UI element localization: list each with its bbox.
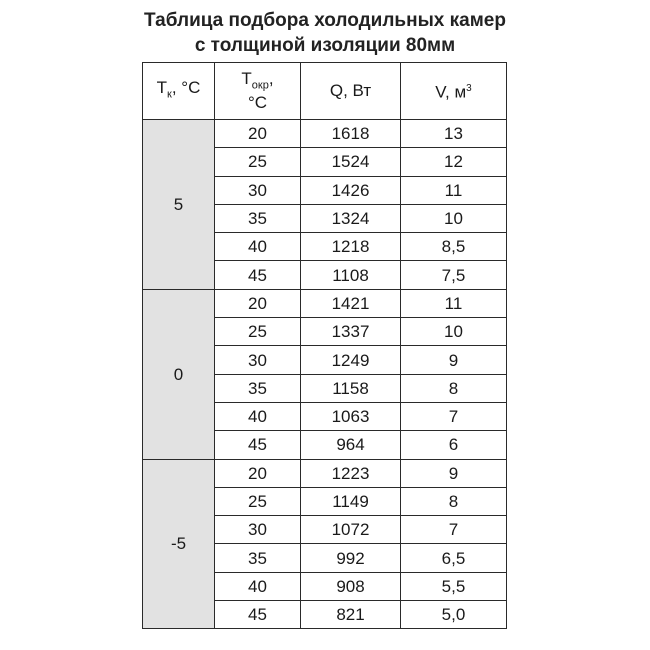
tokr-cell: 30 xyxy=(215,176,301,204)
v-cell: 9 xyxy=(401,459,507,487)
document-title xyxy=(0,8,650,58)
cold-room-selection-table xyxy=(142,62,507,629)
tk-group-cell: 5 xyxy=(143,120,215,290)
header-q: Q, Вт xyxy=(301,63,401,120)
v-cell: 8 xyxy=(401,374,507,402)
header-tokr-subscript: окр xyxy=(251,79,269,92)
header-tokr xyxy=(215,63,301,120)
header-tokr-symbol: T xyxy=(241,68,252,88)
tokr-cell: 40 xyxy=(215,233,301,261)
q-cell: 1618 xyxy=(301,120,401,148)
table-header-row xyxy=(143,63,507,120)
v-cell: 5,0 xyxy=(401,601,507,629)
v-cell: 12 xyxy=(401,148,507,176)
tokr-cell: 25 xyxy=(215,487,301,515)
q-cell: 821 xyxy=(301,601,401,629)
tokr-cell: 30 xyxy=(215,516,301,544)
table-row xyxy=(143,120,507,148)
tokr-cell: 20 xyxy=(215,120,301,148)
tokr-cell: 25 xyxy=(215,148,301,176)
v-cell: 11 xyxy=(401,289,507,317)
table-body xyxy=(143,120,507,629)
tokr-cell: 35 xyxy=(215,204,301,232)
q-cell: 1149 xyxy=(301,487,401,515)
tokr-cell: 35 xyxy=(215,544,301,572)
v-cell: 5,5 xyxy=(401,572,507,600)
tokr-cell: 40 xyxy=(215,572,301,600)
q-cell: 908 xyxy=(301,572,401,600)
q-cell: 964 xyxy=(301,431,401,459)
tokr-cell: 30 xyxy=(215,346,301,374)
q-cell: 1337 xyxy=(301,318,401,346)
tokr-cell: 35 xyxy=(215,374,301,402)
q-cell: 1072 xyxy=(301,516,401,544)
header-tk-unit: , °C xyxy=(171,77,201,97)
v-cell: 10 xyxy=(401,318,507,346)
tk-group-cell: 0 xyxy=(143,289,215,459)
header-tk xyxy=(143,63,215,120)
q-cell: 1324 xyxy=(301,204,401,232)
header-v-label: V, м xyxy=(435,82,467,102)
v-cell: 7 xyxy=(401,516,507,544)
v-cell: 6,5 xyxy=(401,544,507,572)
table-row xyxy=(143,459,507,487)
title-line-1: Таблица подбора холодильных камер xyxy=(144,10,506,31)
tokr-cell: 25 xyxy=(215,318,301,346)
header-tokr-unit: °C xyxy=(247,93,268,113)
v-cell: 9 xyxy=(401,346,507,374)
header-tokr-comma: , xyxy=(268,68,274,88)
q-cell: 1218 xyxy=(301,233,401,261)
v-cell: 7 xyxy=(401,402,507,430)
tokr-cell: 40 xyxy=(215,402,301,430)
tokr-cell: 45 xyxy=(215,261,301,289)
tokr-cell: 20 xyxy=(215,289,301,317)
v-cell: 8 xyxy=(401,487,507,515)
q-cell: 1108 xyxy=(301,261,401,289)
v-cell: 13 xyxy=(401,120,507,148)
q-cell: 1249 xyxy=(301,346,401,374)
q-cell: 1426 xyxy=(301,176,401,204)
header-v-superscript: 3 xyxy=(466,83,472,95)
tk-group-cell: -5 xyxy=(143,459,215,629)
q-cell: 1223 xyxy=(301,459,401,487)
header-tk-symbol: T xyxy=(156,77,168,97)
q-cell: 1421 xyxy=(301,289,401,317)
v-cell: 11 xyxy=(401,176,507,204)
v-cell: 6 xyxy=(401,431,507,459)
q-cell: 1063 xyxy=(301,402,401,430)
v-cell: 7,5 xyxy=(401,261,507,289)
q-cell: 1524 xyxy=(301,148,401,176)
header-tk-subscript: к xyxy=(167,88,172,101)
v-cell: 10 xyxy=(401,204,507,232)
tokr-cell: 20 xyxy=(215,459,301,487)
table-row xyxy=(143,289,507,317)
title-line-2: с толщиной изоляции 80мм xyxy=(194,35,456,56)
v-cell: 8,5 xyxy=(401,233,507,261)
header-v xyxy=(401,63,507,120)
q-cell: 992 xyxy=(301,544,401,572)
tokr-cell: 45 xyxy=(215,431,301,459)
q-cell: 1158 xyxy=(301,374,401,402)
tokr-cell: 45 xyxy=(215,601,301,629)
